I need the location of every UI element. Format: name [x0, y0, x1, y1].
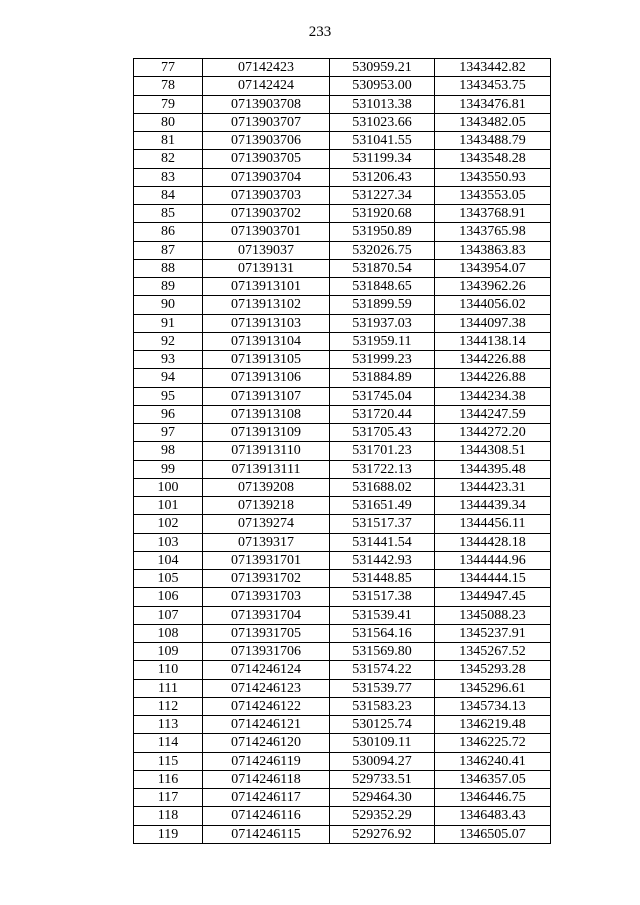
point-id-cell: 0714246122	[203, 697, 330, 715]
y-coordinate-cell: 1344097.38	[435, 314, 551, 332]
row-number-cell: 79	[134, 95, 203, 113]
row-number-cell: 85	[134, 205, 203, 223]
row-number-cell: 116	[134, 770, 203, 788]
y-coordinate-cell: 1346219.48	[435, 716, 551, 734]
row-number-cell: 99	[134, 460, 203, 478]
table-row	[134, 369, 551, 387]
row-number-cell: 88	[134, 259, 203, 277]
x-coordinate-cell: 531517.38	[330, 588, 435, 606]
point-id-cell: 0713913107	[203, 387, 330, 405]
y-coordinate-cell: 1344138.14	[435, 332, 551, 350]
table-row	[134, 186, 551, 204]
x-coordinate-cell: 531564.16	[330, 624, 435, 642]
row-number-cell: 119	[134, 825, 203, 843]
table-row	[134, 278, 551, 296]
y-coordinate-cell: 1343550.93	[435, 168, 551, 186]
table-row	[134, 807, 551, 825]
point-id-cell: 0713903705	[203, 150, 330, 168]
point-id-cell: 0713913101	[203, 278, 330, 296]
row-number-cell: 95	[134, 387, 203, 405]
table-row	[134, 296, 551, 314]
point-id-cell: 0713913108	[203, 405, 330, 423]
table-row	[134, 661, 551, 679]
x-coordinate-cell: 531539.41	[330, 606, 435, 624]
y-coordinate-cell: 1343453.75	[435, 77, 551, 95]
row-number-cell: 80	[134, 113, 203, 131]
y-coordinate-cell: 1344395.48	[435, 460, 551, 478]
x-coordinate-cell: 531227.34	[330, 186, 435, 204]
x-coordinate-cell: 530094.27	[330, 752, 435, 770]
y-coordinate-cell: 1344247.59	[435, 405, 551, 423]
y-coordinate-cell: 1343768.91	[435, 205, 551, 223]
table-row	[134, 643, 551, 661]
x-coordinate-cell: 531950.89	[330, 223, 435, 241]
y-coordinate-cell: 1344272.20	[435, 424, 551, 442]
row-number-cell: 87	[134, 241, 203, 259]
table-row	[134, 752, 551, 770]
x-coordinate-cell: 531701.23	[330, 442, 435, 460]
y-coordinate-cell: 1344428.18	[435, 533, 551, 551]
x-coordinate-cell: 531848.65	[330, 278, 435, 296]
table-row	[134, 460, 551, 478]
point-id-cell: 0713913103	[203, 314, 330, 332]
x-coordinate-cell: 531937.03	[330, 314, 435, 332]
table-row	[134, 478, 551, 496]
row-number-cell: 105	[134, 570, 203, 588]
y-coordinate-cell: 1346505.07	[435, 825, 551, 843]
row-number-cell: 90	[134, 296, 203, 314]
y-coordinate-cell: 1344226.88	[435, 351, 551, 369]
table-row	[134, 551, 551, 569]
point-id-cell: 0713903703	[203, 186, 330, 204]
point-id-cell: 0713903707	[203, 113, 330, 131]
y-coordinate-cell: 1344444.96	[435, 551, 551, 569]
coordinates-table-body	[134, 59, 551, 844]
y-coordinate-cell: 1344308.51	[435, 442, 551, 460]
point-id-cell: 07139218	[203, 497, 330, 515]
point-id-cell: 0713903701	[203, 223, 330, 241]
point-id-cell: 0713931706	[203, 643, 330, 661]
x-coordinate-cell: 531705.43	[330, 424, 435, 442]
table-row	[134, 716, 551, 734]
point-id-cell: 0713903708	[203, 95, 330, 113]
x-coordinate-cell: 531884.89	[330, 369, 435, 387]
point-id-cell: 07139317	[203, 533, 330, 551]
row-number-cell: 117	[134, 789, 203, 807]
x-coordinate-cell: 530953.00	[330, 77, 435, 95]
row-number-cell: 86	[134, 223, 203, 241]
y-coordinate-cell: 1343765.98	[435, 223, 551, 241]
row-number-cell: 91	[134, 314, 203, 332]
table-row	[134, 533, 551, 551]
x-coordinate-cell: 531574.22	[330, 661, 435, 679]
x-coordinate-cell: 529352.29	[330, 807, 435, 825]
y-coordinate-cell: 1344444.15	[435, 570, 551, 588]
y-coordinate-cell: 1345734.13	[435, 697, 551, 715]
row-number-cell: 110	[134, 661, 203, 679]
x-coordinate-cell: 531999.23	[330, 351, 435, 369]
y-coordinate-cell: 1343476.81	[435, 95, 551, 113]
coordinates-table	[133, 58, 551, 844]
x-coordinate-cell: 531688.02	[330, 478, 435, 496]
row-number-cell: 118	[134, 807, 203, 825]
y-coordinate-cell: 1343442.82	[435, 59, 551, 77]
x-coordinate-cell: 531583.23	[330, 697, 435, 715]
point-id-cell: 0713931701	[203, 551, 330, 569]
x-coordinate-cell: 531720.44	[330, 405, 435, 423]
x-coordinate-cell: 530109.11	[330, 734, 435, 752]
table-row	[134, 405, 551, 423]
point-id-cell: 0714246120	[203, 734, 330, 752]
page-number: 233	[308, 24, 332, 40]
row-number-cell: 113	[134, 716, 203, 734]
row-number-cell: 106	[134, 588, 203, 606]
y-coordinate-cell: 1343954.07	[435, 259, 551, 277]
x-coordinate-cell: 530125.74	[330, 716, 435, 734]
row-number-cell: 77	[134, 59, 203, 77]
x-coordinate-cell: 531745.04	[330, 387, 435, 405]
table-row	[134, 515, 551, 533]
row-number-cell: 103	[134, 533, 203, 551]
table-row	[134, 570, 551, 588]
table-row	[134, 424, 551, 442]
y-coordinate-cell: 1344423.31	[435, 478, 551, 496]
x-coordinate-cell: 531569.80	[330, 643, 435, 661]
row-number-cell: 84	[134, 186, 203, 204]
y-coordinate-cell: 1344056.02	[435, 296, 551, 314]
x-coordinate-cell: 531041.55	[330, 132, 435, 150]
y-coordinate-cell: 1343962.26	[435, 278, 551, 296]
table-row	[134, 770, 551, 788]
table-row	[134, 77, 551, 95]
point-id-cell: 0713913104	[203, 332, 330, 350]
x-coordinate-cell: 531442.93	[330, 551, 435, 569]
table-row	[134, 588, 551, 606]
row-number-cell: 83	[134, 168, 203, 186]
row-number-cell: 108	[134, 624, 203, 642]
point-id-cell: 0713931704	[203, 606, 330, 624]
y-coordinate-cell: 1344947.45	[435, 588, 551, 606]
table-row	[134, 314, 551, 332]
y-coordinate-cell: 1344226.88	[435, 369, 551, 387]
x-coordinate-cell: 531959.11	[330, 332, 435, 350]
table-row	[134, 168, 551, 186]
row-number-cell: 101	[134, 497, 203, 515]
point-id-cell: 07139037	[203, 241, 330, 259]
point-id-cell: 0714246117	[203, 789, 330, 807]
y-coordinate-cell: 1346446.75	[435, 789, 551, 807]
y-coordinate-cell: 1346483.43	[435, 807, 551, 825]
table-row	[134, 734, 551, 752]
table-row	[134, 624, 551, 642]
x-coordinate-cell: 531206.43	[330, 168, 435, 186]
row-number-cell: 104	[134, 551, 203, 569]
y-coordinate-cell: 1343548.28	[435, 150, 551, 168]
table-row	[134, 259, 551, 277]
y-coordinate-cell: 1343553.05	[435, 186, 551, 204]
point-id-cell: 07139131	[203, 259, 330, 277]
point-id-cell: 0713913105	[203, 351, 330, 369]
row-number-cell: 98	[134, 442, 203, 460]
table-row	[134, 332, 551, 350]
point-id-cell: 0714246124	[203, 661, 330, 679]
point-id-cell: 07139274	[203, 515, 330, 533]
row-number-cell: 112	[134, 697, 203, 715]
x-coordinate-cell: 531023.66	[330, 113, 435, 131]
point-id-cell: 0713913102	[203, 296, 330, 314]
table-row	[134, 59, 551, 77]
point-id-cell: 0713931703	[203, 588, 330, 606]
y-coordinate-cell: 1345293.28	[435, 661, 551, 679]
x-coordinate-cell: 531539.77	[330, 679, 435, 697]
row-number-cell: 89	[134, 278, 203, 296]
row-number-cell: 109	[134, 643, 203, 661]
y-coordinate-cell: 1345296.61	[435, 679, 551, 697]
point-id-cell: 07142424	[203, 77, 330, 95]
point-id-cell: 0714246119	[203, 752, 330, 770]
row-number-cell: 115	[134, 752, 203, 770]
row-number-cell: 93	[134, 351, 203, 369]
table-row	[134, 497, 551, 515]
row-number-cell: 82	[134, 150, 203, 168]
point-id-cell: 07139208	[203, 478, 330, 496]
row-number-cell: 96	[134, 405, 203, 423]
point-id-cell: 0713903706	[203, 132, 330, 150]
table-row	[134, 150, 551, 168]
point-id-cell: 0713913111	[203, 460, 330, 478]
point-id-cell: 0714246123	[203, 679, 330, 697]
row-number-cell: 107	[134, 606, 203, 624]
y-coordinate-cell: 1343488.79	[435, 132, 551, 150]
point-id-cell: 0714246116	[203, 807, 330, 825]
x-coordinate-cell: 531870.54	[330, 259, 435, 277]
x-coordinate-cell: 531448.85	[330, 570, 435, 588]
table-row	[134, 606, 551, 624]
row-number-cell: 111	[134, 679, 203, 697]
table-row	[134, 697, 551, 715]
table-row	[134, 132, 551, 150]
row-number-cell: 97	[134, 424, 203, 442]
x-coordinate-cell: 529464.30	[330, 789, 435, 807]
x-coordinate-cell: 531517.37	[330, 515, 435, 533]
point-id-cell: 0713903702	[203, 205, 330, 223]
y-coordinate-cell: 1344456.11	[435, 515, 551, 533]
table-row	[134, 825, 551, 843]
x-coordinate-cell: 531441.54	[330, 533, 435, 551]
x-coordinate-cell: 531651.49	[330, 497, 435, 515]
x-coordinate-cell: 531899.59	[330, 296, 435, 314]
table-row	[134, 351, 551, 369]
table-row	[134, 95, 551, 113]
y-coordinate-cell: 1345237.91	[435, 624, 551, 642]
table-row	[134, 442, 551, 460]
row-number-cell: 102	[134, 515, 203, 533]
y-coordinate-cell: 1346357.05	[435, 770, 551, 788]
point-id-cell: 0713931705	[203, 624, 330, 642]
table-row	[134, 241, 551, 259]
x-coordinate-cell: 531920.68	[330, 205, 435, 223]
row-number-cell: 100	[134, 478, 203, 496]
x-coordinate-cell: 532026.75	[330, 241, 435, 259]
y-coordinate-cell: 1345267.52	[435, 643, 551, 661]
row-number-cell: 114	[134, 734, 203, 752]
table-row	[134, 789, 551, 807]
point-id-cell: 0713913110	[203, 442, 330, 460]
row-number-cell: 81	[134, 132, 203, 150]
point-id-cell: 07142423	[203, 59, 330, 77]
y-coordinate-cell: 1346225.72	[435, 734, 551, 752]
x-coordinate-cell: 529733.51	[330, 770, 435, 788]
y-coordinate-cell: 1346240.41	[435, 752, 551, 770]
x-coordinate-cell: 529276.92	[330, 825, 435, 843]
point-id-cell: 0714246121	[203, 716, 330, 734]
row-number-cell: 92	[134, 332, 203, 350]
row-number-cell: 94	[134, 369, 203, 387]
x-coordinate-cell: 530959.21	[330, 59, 435, 77]
point-id-cell: 0714246118	[203, 770, 330, 788]
x-coordinate-cell: 531722.13	[330, 460, 435, 478]
y-coordinate-cell: 1343863.83	[435, 241, 551, 259]
table-row	[134, 113, 551, 131]
y-coordinate-cell: 1344439.34	[435, 497, 551, 515]
row-number-cell: 78	[134, 77, 203, 95]
x-coordinate-cell: 531013.38	[330, 95, 435, 113]
y-coordinate-cell: 1344234.38	[435, 387, 551, 405]
y-coordinate-cell: 1345088.23	[435, 606, 551, 624]
point-id-cell: 0713913106	[203, 369, 330, 387]
point-id-cell: 0713903704	[203, 168, 330, 186]
table-row	[134, 205, 551, 223]
point-id-cell: 0713931702	[203, 570, 330, 588]
table-row	[134, 679, 551, 697]
x-coordinate-cell: 531199.34	[330, 150, 435, 168]
table-row	[134, 387, 551, 405]
y-coordinate-cell: 1343482.05	[435, 113, 551, 131]
point-id-cell: 0713913109	[203, 424, 330, 442]
table-row	[134, 223, 551, 241]
point-id-cell: 0714246115	[203, 825, 330, 843]
